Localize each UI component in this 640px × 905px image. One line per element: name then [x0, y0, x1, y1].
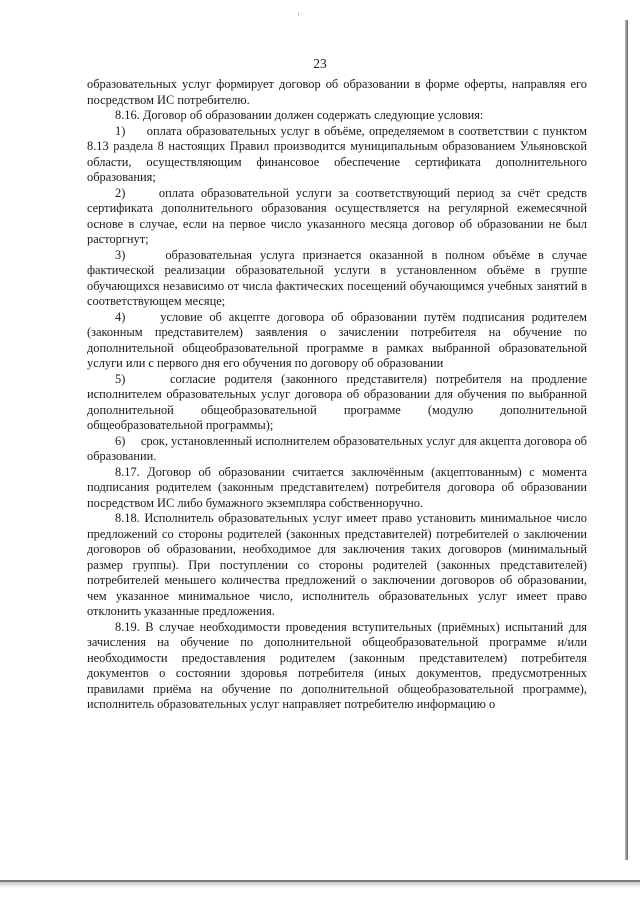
list-item-6: 6) срок, установленный исполнителем образовательных услуг для акцепта договора об образовании.	[87, 433, 587, 463]
list-item-3: 3) образовательная услуга признается оказанной в полном объёме в случае фактической реализации образовательной услуги в установленном объёме в группе обучающихся независимо от числа фактических посещений обучающимся учебных занятий в соответствующем месяце;	[87, 247, 587, 308]
scan-edge-right	[625, 20, 628, 860]
paragraph-continuation: образовательных услуг формирует договор об образовании в форме оферты, направляя его посредством ИС потребителю.	[87, 77, 587, 107]
paragraph-8-16: 8.16. Договор об образовании должен содержать следующие условия:	[115, 108, 484, 122]
paragraph-8-18: 8.18. Исполнитель образовательных услуг имеет право установить минимальное число предложений со стороны родителей (законных представителей) потребителей о заключении договоров об образовании, необходимое для заключения таких договоров (минимальный размер группы). При поступлении со стороны родителей (законных представителей) потребителей меньшего количества предложений о заключении договоров об образовании, чем указанное минимальное число, исполнитель образовательных услуг имеет право отклонить указанные предложения.	[87, 511, 587, 618]
page-number: 23	[313, 56, 327, 71]
document-body	[87, 77, 587, 713]
paragraph-8-19: 8.19. В случае необходимости проведения вступительных (приёмных) испытаний для зачисления на обучение по дополнительной общеобразовательной программе и/или необходимости предоставления родителем (законным представителем) потребителя документов о состоянии здоровья потребителя (иных документов, предусмотренных правилами приёма на обучение по дополнительной общеобразовательной программе), исполнитель образовательных услуг направляет потребителю информацию о	[87, 619, 587, 711]
list-item-5: 5) согласие родителя (законного представителя) потребителя на продление исполнителем образовательных услуг договора об образовании для обучения по выбранной дополнительной общеобразовательной программе (модулю дополнительной общеобразовательной программы);	[87, 371, 587, 432]
paragraph-8-17: 8.17. Договор об образовании считается заключённым (акцептованным) с момента подписания родителем (законным представителем) потребителя договора об образовании посредством ИС либо бумажного экземпляра собственноручно.	[87, 464, 587, 510]
scan-mark	[298, 12, 299, 16]
list-item-2: 2) оплата образовательной услуги за соответствующий период за счёт средств сертификата дополнительного образования осуществляется на регулярной ежемесячной основе в случае, если на первое число указанного месяца договор об образовании не был расторгнут;	[87, 185, 587, 246]
list-item-4: 4) условие об акцепте договора об образовании путём подписания родителем (законным представителем) заявления о зачислении потребителя на обучение по дополнительной общеобразовательной программе в рамках выбранной образовательной услуги или с первого дня его обучения по договору об образовании	[87, 309, 587, 370]
scan-shadow-bottom	[0, 882, 640, 888]
list-item-1: 1) оплата образовательных услуг в объёме, определяемом в соответствии с пунктом 8.13 раздела 8 настоящих Правил производится муниципальным образованием Ульяновской области, осуществляющим финансовое обеспечение сертификата дополнительного образования;	[87, 123, 587, 184]
